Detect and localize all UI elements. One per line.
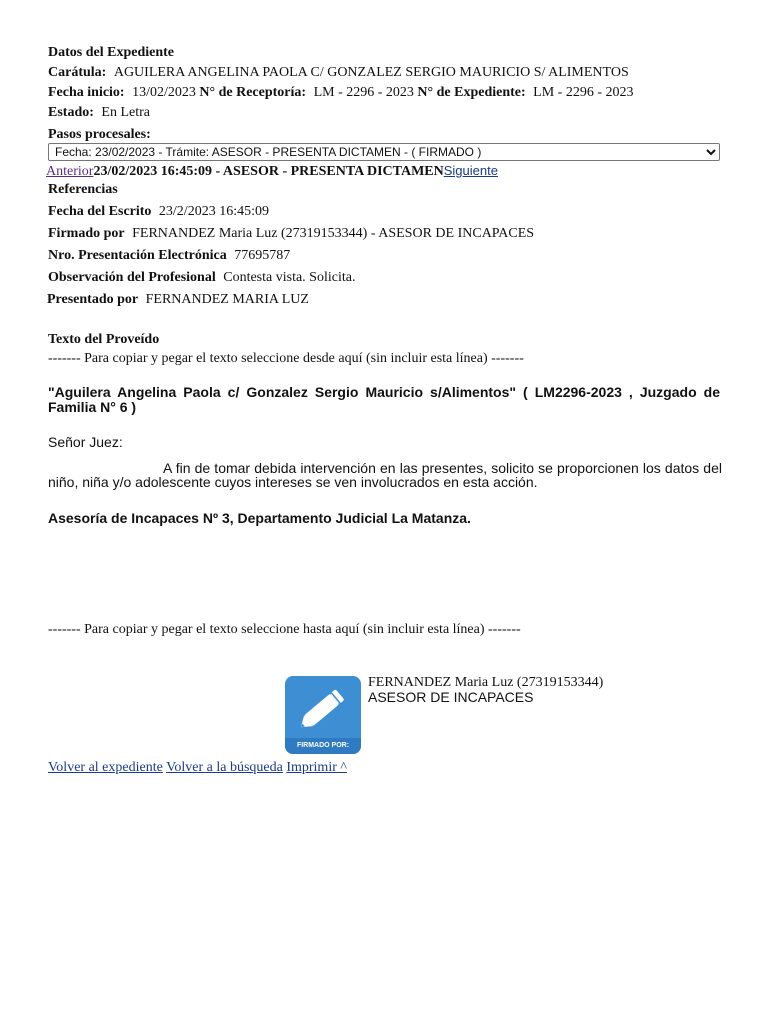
firmado-label: Firmado por	[48, 226, 125, 241]
volver-expediente-link[interactable]: Volver al expediente	[48, 760, 163, 775]
expediente-num-label: N° de Expediente:	[417, 85, 526, 100]
firmante-name: FERNANDEZ Maria Luz (27319153344)	[368, 675, 604, 690]
nro-presentacion-label: Nro. Presentación Electrónica	[48, 248, 227, 263]
receptoria-value: LM - 2296 - 2023	[313, 85, 414, 100]
estado-row	[48, 104, 150, 122]
proveido-header: Texto del Proveído	[48, 332, 160, 347]
imprimir-link[interactable]: Imprimir ^	[286, 760, 347, 775]
receptoria-label: N° de Receptoría:	[199, 85, 307, 100]
caratula-value: AGUILERA ANGELINA PAOLA C/ GONZALEZ SERGIO MAURICIO S/ ALIMENTOS	[113, 65, 629, 80]
fecha-inicio-value: 13/02/2023	[132, 85, 196, 100]
current-paso-title: 23/02/2023 16:45:09 - ASESOR - PRESENTA DICTAMEN	[93, 164, 444, 179]
salutation: Señor Juez:	[48, 434, 123, 450]
firmado-row	[48, 225, 534, 243]
volver-busqueda-link[interactable]: Volver a la búsqueda	[166, 760, 283, 775]
anterior-link[interactable]: Anterior	[46, 164, 94, 179]
pasos-procesales-select[interactable]	[48, 143, 720, 161]
fecha-escrito-label: Fecha del Escrito	[48, 204, 152, 219]
pasos-label: Pasos procesales:	[48, 127, 151, 142]
fecha-inicio-row	[48, 84, 634, 102]
firmante-role: ASESOR DE INCAPACES	[368, 689, 534, 705]
observacion-row	[48, 269, 355, 287]
escrito-body: A fin de tomar debida intervención en las presentes, solicito se proporcionen los datos del niño, niña y/o adolescente cuyos intereses se ven involucrados en esta acción.	[48, 460, 722, 490]
estado-label: Estado:	[48, 105, 94, 120]
expediente-num-value: LM - 2296 - 2023	[533, 85, 634, 100]
fecha-inicio-label: Fecha inicio:	[48, 85, 125, 100]
signed-pencil-icon	[285, 676, 361, 754]
nro-presentacion-row	[48, 247, 290, 265]
siguiente-link[interactable]: Siguiente	[443, 163, 498, 178]
estado-value: En Letra	[101, 105, 150, 120]
nro-presentacion-value: 77695787	[234, 248, 291, 263]
fecha-escrito-value: 23/2/2023 16:45:09	[158, 204, 269, 219]
paso-navigation	[46, 162, 498, 181]
asesoria-signature-line: Asesoría de Incapaces Nº 3, Departamento Judicial La Matanza.	[48, 510, 471, 526]
caratula-label: Carátula:	[48, 65, 107, 80]
presentado-row	[47, 291, 309, 309]
observacion-label: Observación del Profesional	[48, 270, 216, 285]
presentado-value: FERNANDEZ MARIA LUZ	[145, 292, 309, 307]
referencias-header: Referencias	[48, 182, 118, 197]
copy-start-marker: ------- Para copiar y pegar el texto seleccione desde aquí (sin incluir esta línea) -------	[48, 351, 524, 366]
firma-digital-badge	[285, 676, 361, 754]
firmado-por-badge-label: FIRMADO POR:	[285, 738, 361, 754]
observacion-value: Contesta vista. Solicita.	[223, 270, 356, 285]
footer-links	[48, 759, 347, 777]
caratula-row	[48, 64, 629, 82]
firmante-block	[368, 676, 603, 704]
expediente-header: Datos del Expediente	[48, 45, 174, 60]
copy-end-marker: ------- Para copiar y pegar el texto seleccione hasta aquí (sin incluir esta línea) -------	[48, 622, 521, 637]
firmado-value: FERNANDEZ Maria Luz (27319153344) - ASESOR DE INCAPACES	[132, 226, 535, 241]
escrito-title: "Aguilera Angelina Paola c/ Gonzalez Sergio Mauricio s/Alimentos" ( LM2296-2023 , Juzgado de Familia N° 6 )	[48, 384, 720, 415]
pencil-icon	[285, 676, 361, 738]
fecha-escrito-row	[48, 203, 269, 221]
presentado-label: Presentado por	[47, 292, 139, 307]
